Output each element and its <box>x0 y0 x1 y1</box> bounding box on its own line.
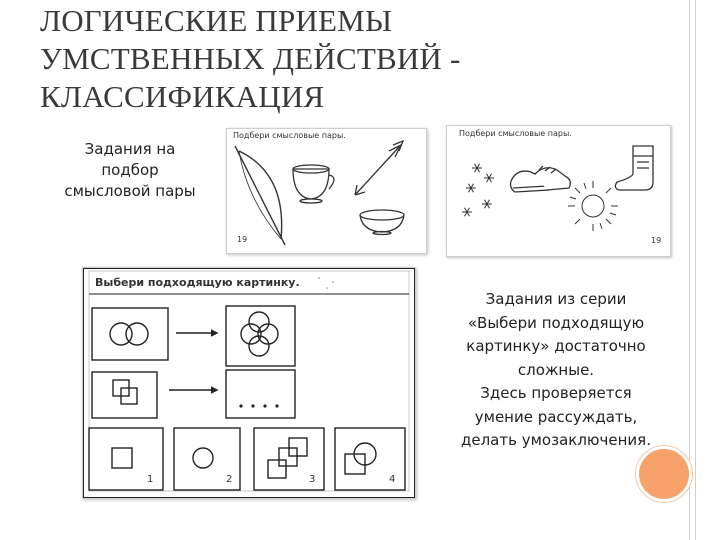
title-line-3: КЛАССИФИКАЦИЯ <box>40 79 325 114</box>
caption-line: Задания из серии <box>485 290 627 308</box>
accent-circle <box>636 446 692 502</box>
caption-line: сложные. <box>517 360 595 379</box>
option-number-3: 3 <box>309 474 316 485</box>
slide-title <box>40 2 510 116</box>
slide-border-line <box>695 0 696 540</box>
card2-drawing <box>447 126 670 256</box>
caption-line: смысловой пары <box>64 182 196 200</box>
card-heading: Выбери подходящую картинку. <box>95 276 300 289</box>
page-number: 19 <box>651 236 662 245</box>
slide-border-line <box>689 0 690 540</box>
caption-line: Задания на <box>84 140 176 158</box>
title-line-2: УМСТВЕННЫХ ДЕЙСТВИЙ - <box>40 41 461 76</box>
option-number-4: 4 <box>389 474 396 485</box>
arrow-icon <box>355 141 403 195</box>
page-number: 19 <box>237 235 248 244</box>
boots-icon <box>511 166 571 192</box>
caption-choose-picture <box>440 288 672 453</box>
option-number-2: 2 <box>226 474 233 485</box>
boot-icon <box>615 146 653 190</box>
title-line-1: ЛОГИЧЕСКИЕ ПРИЕМЫ <box>40 3 393 38</box>
card-heading: Подбери смысловые пары. <box>233 131 346 140</box>
caption-line: подбор <box>101 161 159 179</box>
caption-line: картинку» достаточно <box>466 337 646 355</box>
caption-semantic-pairs <box>40 139 220 202</box>
caption-line: «Выбери подходящую <box>467 313 645 332</box>
card-heading: Подбери смысловые пары. <box>459 129 572 138</box>
sun-icon <box>568 181 618 231</box>
caption-line: делать умозаключения. <box>461 431 651 449</box>
task-card-pairs-2 <box>446 125 671 257</box>
snowflake-icon <box>462 164 494 217</box>
option-number-1: 1 <box>147 474 154 485</box>
caption-line: Здесь проверяется <box>480 384 632 402</box>
caption-line: умение рассуждать, <box>474 407 638 426</box>
bow-icon <box>235 146 285 245</box>
cup-icon <box>293 165 334 203</box>
bowl-icon <box>360 210 404 235</box>
task-card-pairs-1 <box>226 128 427 254</box>
card3-drawing <box>83 268 415 498</box>
card1-drawing <box>227 129 426 253</box>
task-card-choose-picture <box>82 267 416 499</box>
